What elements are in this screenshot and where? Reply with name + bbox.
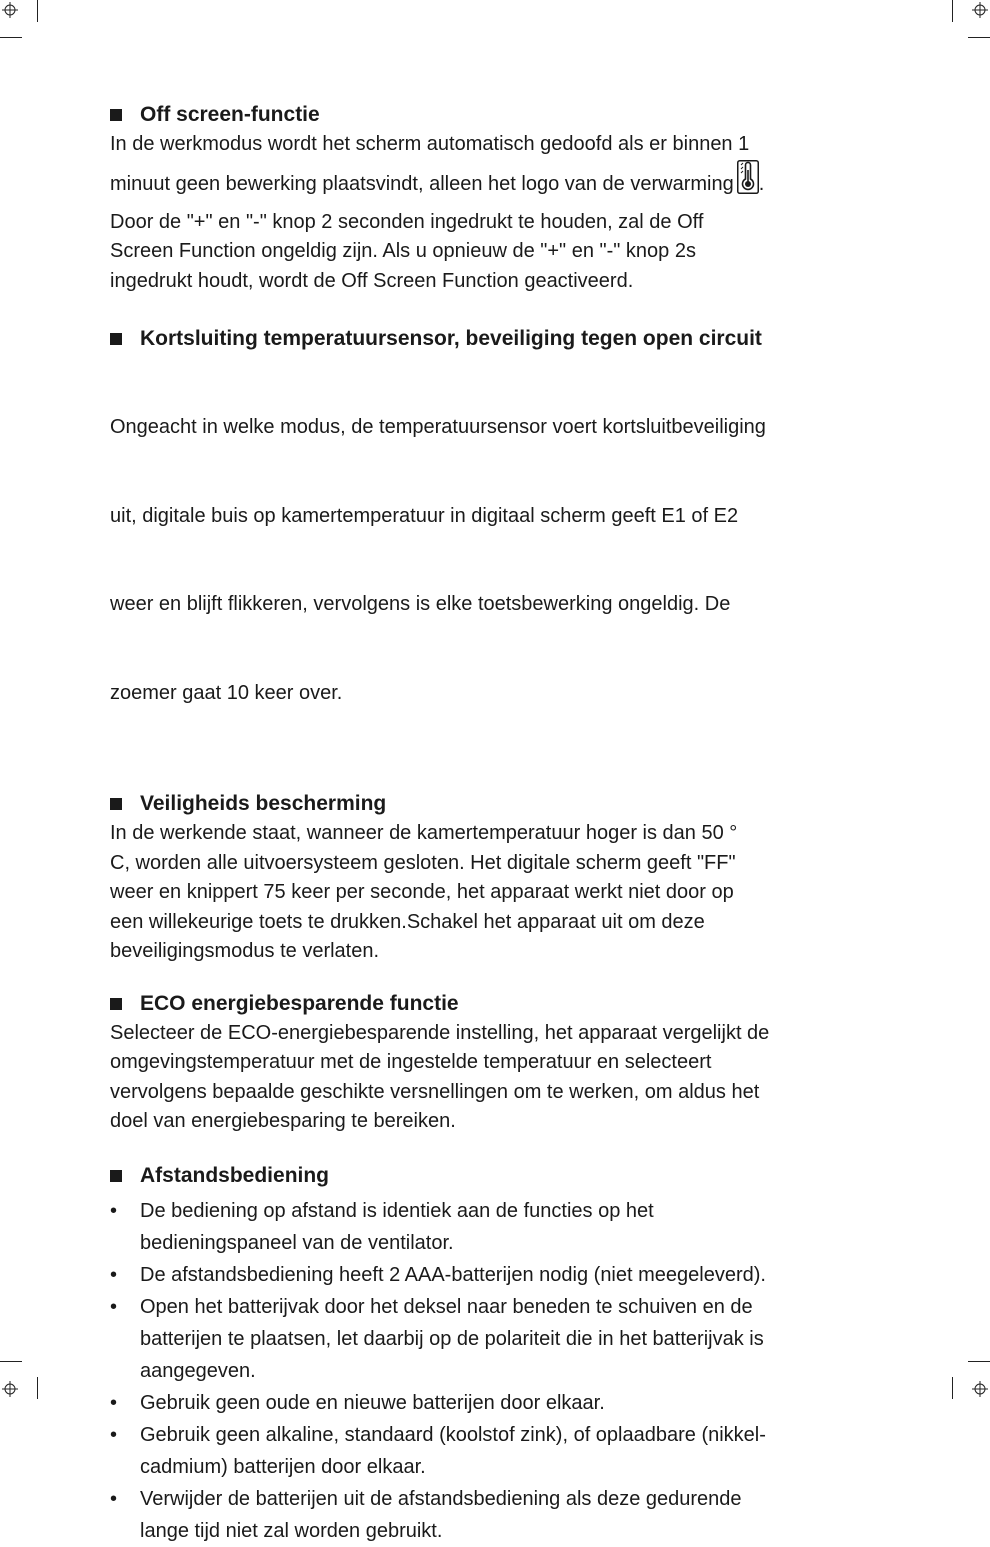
paragraph-line: In de werkmodus wordt het scherm automatisch gedoofd als er binnen 1 <box>110 133 750 155</box>
square-bullet-icon <box>110 1170 122 1182</box>
thermometer-heater-icon <box>737 160 759 194</box>
bullet-dot: • <box>110 1295 118 1318</box>
bullet-dot: • <box>110 1487 118 1510</box>
list-item-line: Gebruik geen alkaline, standaard (koolstof zink), of oplaadbare (nikkel- <box>140 1423 766 1446</box>
registration-mark-top-right-icon <box>972 2 988 18</box>
paragraph-line: zoemer gaat 10 keer over. <box>110 681 343 704</box>
list-item-line: Gebruik geen oude en nieuwe batterijen door elkaar. <box>140 1391 605 1414</box>
section-eco-function <box>110 989 890 1137</box>
crop-mark-top-left-v <box>37 0 38 22</box>
crop-mark-top-left-h <box>0 37 22 38</box>
list-item-line: lange tijd niet zal worden gebruikt. <box>140 1519 443 1542</box>
paragraph-line: omgevingstemperatuur met de ingestelde temperatuur en selecteert <box>110 1051 712 1073</box>
list-item <box>110 1483 890 1547</box>
paragraph-line: weer en knippert 75 keer per seconde, het apparaat werkt niet door op <box>110 881 734 903</box>
section-title: Off screen-functie <box>140 103 320 126</box>
section-safety-protection <box>110 789 890 967</box>
section-off-screen <box>110 100 890 296</box>
section-title: Kortsluiting temperatuursensor, beveiliging tegen open circuit <box>140 327 762 350</box>
paragraph-line-suffix: . <box>758 172 765 195</box>
registration-mark-bottom-left-icon <box>2 1381 18 1397</box>
crop-mark-top-right-h <box>968 37 990 38</box>
paragraph-line: ingedrukt houdt, wordt de Off Screen Function geactiveerd. <box>110 269 634 292</box>
paragraph-line: weer en blijft flikkeren, vervolgens is elke toetsbewerking ongeldig. De <box>110 593 731 615</box>
registration-mark-top-left-icon <box>2 2 18 18</box>
list-item <box>110 1387 890 1419</box>
crop-mark-bottom-right-h <box>968 1361 990 1362</box>
section-heading <box>110 989 890 1019</box>
paragraph-line: beveiligingsmodus te verlaten. <box>110 940 380 962</box>
section-paragraph <box>110 130 890 296</box>
paragraph-line: Ongeacht in welke modus, de temperatuursensor voert kortsluitbeveiliging <box>110 416 766 438</box>
bullet-dot: • <box>110 1199 118 1222</box>
list-item <box>110 1291 890 1387</box>
list-item <box>110 1259 890 1291</box>
paragraph-line: In de werkende staat, wanneer de kamertemperatuur hoger is dan 50 ° <box>110 822 738 844</box>
remote-control-list <box>110 1195 890 1547</box>
square-bullet-icon <box>110 109 122 121</box>
paragraph-line: Screen Function ongeldig zijn. Als u opnieuw de "+" en "-" knop 2s <box>110 240 696 262</box>
section-heading <box>110 1161 890 1191</box>
section-remote-control <box>110 1161 890 1547</box>
paragraph-line: een willekeurige toets te drukken.Schakel het apparaat uit om deze <box>110 910 705 933</box>
section-heading <box>110 324 890 354</box>
square-bullet-icon <box>110 798 122 810</box>
list-item-line: Verwijder de batterijen uit de afstandsbediening als deze gedurende <box>140 1487 742 1510</box>
list-item-line: Open het batterijvak door het deksel naar beneden te schuiven en de <box>140 1295 753 1318</box>
section-paragraph <box>110 354 890 767</box>
crop-mark-bottom-right-v <box>952 1377 953 1399</box>
section-title: Afstandsbediening <box>140 1163 330 1187</box>
paragraph-line: Selecteer de ECO-energiebesparende instelling, het apparaat vergelijkt de <box>110 1021 770 1044</box>
paragraph-line: vervolgens bepaalde geschikte versnellingen om te werken, om aldus het <box>110 1080 760 1103</box>
paragraph-line-text: minuut geen bewerking plaatsvindt, alleen het logo van de verwarming <box>110 172 734 195</box>
crop-mark-top-right-v <box>952 0 953 22</box>
registration-mark-bottom-right-icon <box>972 1381 988 1397</box>
list-item-line: batterijen te plaatsen, let daarbij op de polariteit die in het batterijvak is <box>140 1327 764 1350</box>
section-title: ECO energiebesparende functie <box>140 991 459 1015</box>
list-item <box>110 1419 890 1483</box>
paragraph-line: uit, digitale buis op kamertemperatuur in digitaal scherm geeft E1 of E2 <box>110 504 739 527</box>
bullet-dot: • <box>110 1263 118 1286</box>
section-heading <box>110 789 890 819</box>
square-bullet-icon <box>110 333 122 345</box>
list-item-line: cadmium) batterijen door elkaar. <box>140 1455 426 1478</box>
manual-page-content <box>110 100 890 1547</box>
paragraph-line: doel van energiebesparing te bereiken. <box>110 1110 456 1132</box>
bullet-dot: • <box>110 1423 118 1446</box>
list-item-line: aangegeven. <box>140 1359 256 1382</box>
section-paragraph <box>110 819 890 967</box>
paragraph-line: C, worden alle uitvoersysteem gesloten. Het digitale scherm geeft "FF" <box>110 851 736 874</box>
crop-mark-bottom-left-h <box>0 1361 22 1362</box>
crop-mark-bottom-left-v <box>37 1377 38 1399</box>
bullet-dot: • <box>110 1391 118 1414</box>
square-bullet-icon <box>110 998 122 1010</box>
paragraph-line-with-icon <box>110 160 890 208</box>
list-item-line: bedieningspaneel van de ventilator. <box>140 1231 454 1254</box>
list-item-line: De bediening op afstand is identiek aan de functies op het <box>140 1199 654 1222</box>
section-paragraph <box>110 1019 890 1137</box>
section-title: Veiligheids bescherming <box>140 792 387 815</box>
list-item-line: De afstandsbediening heeft 2 AAA-batterijen nodig (niet meegeleverd). <box>140 1263 766 1286</box>
paragraph-line: Door de "+" en "-" knop 2 seconden ingedrukt te houden, zal de Off <box>110 210 704 233</box>
list-item <box>110 1195 890 1259</box>
section-sensor-protection <box>110 324 890 767</box>
section-heading <box>110 100 890 130</box>
